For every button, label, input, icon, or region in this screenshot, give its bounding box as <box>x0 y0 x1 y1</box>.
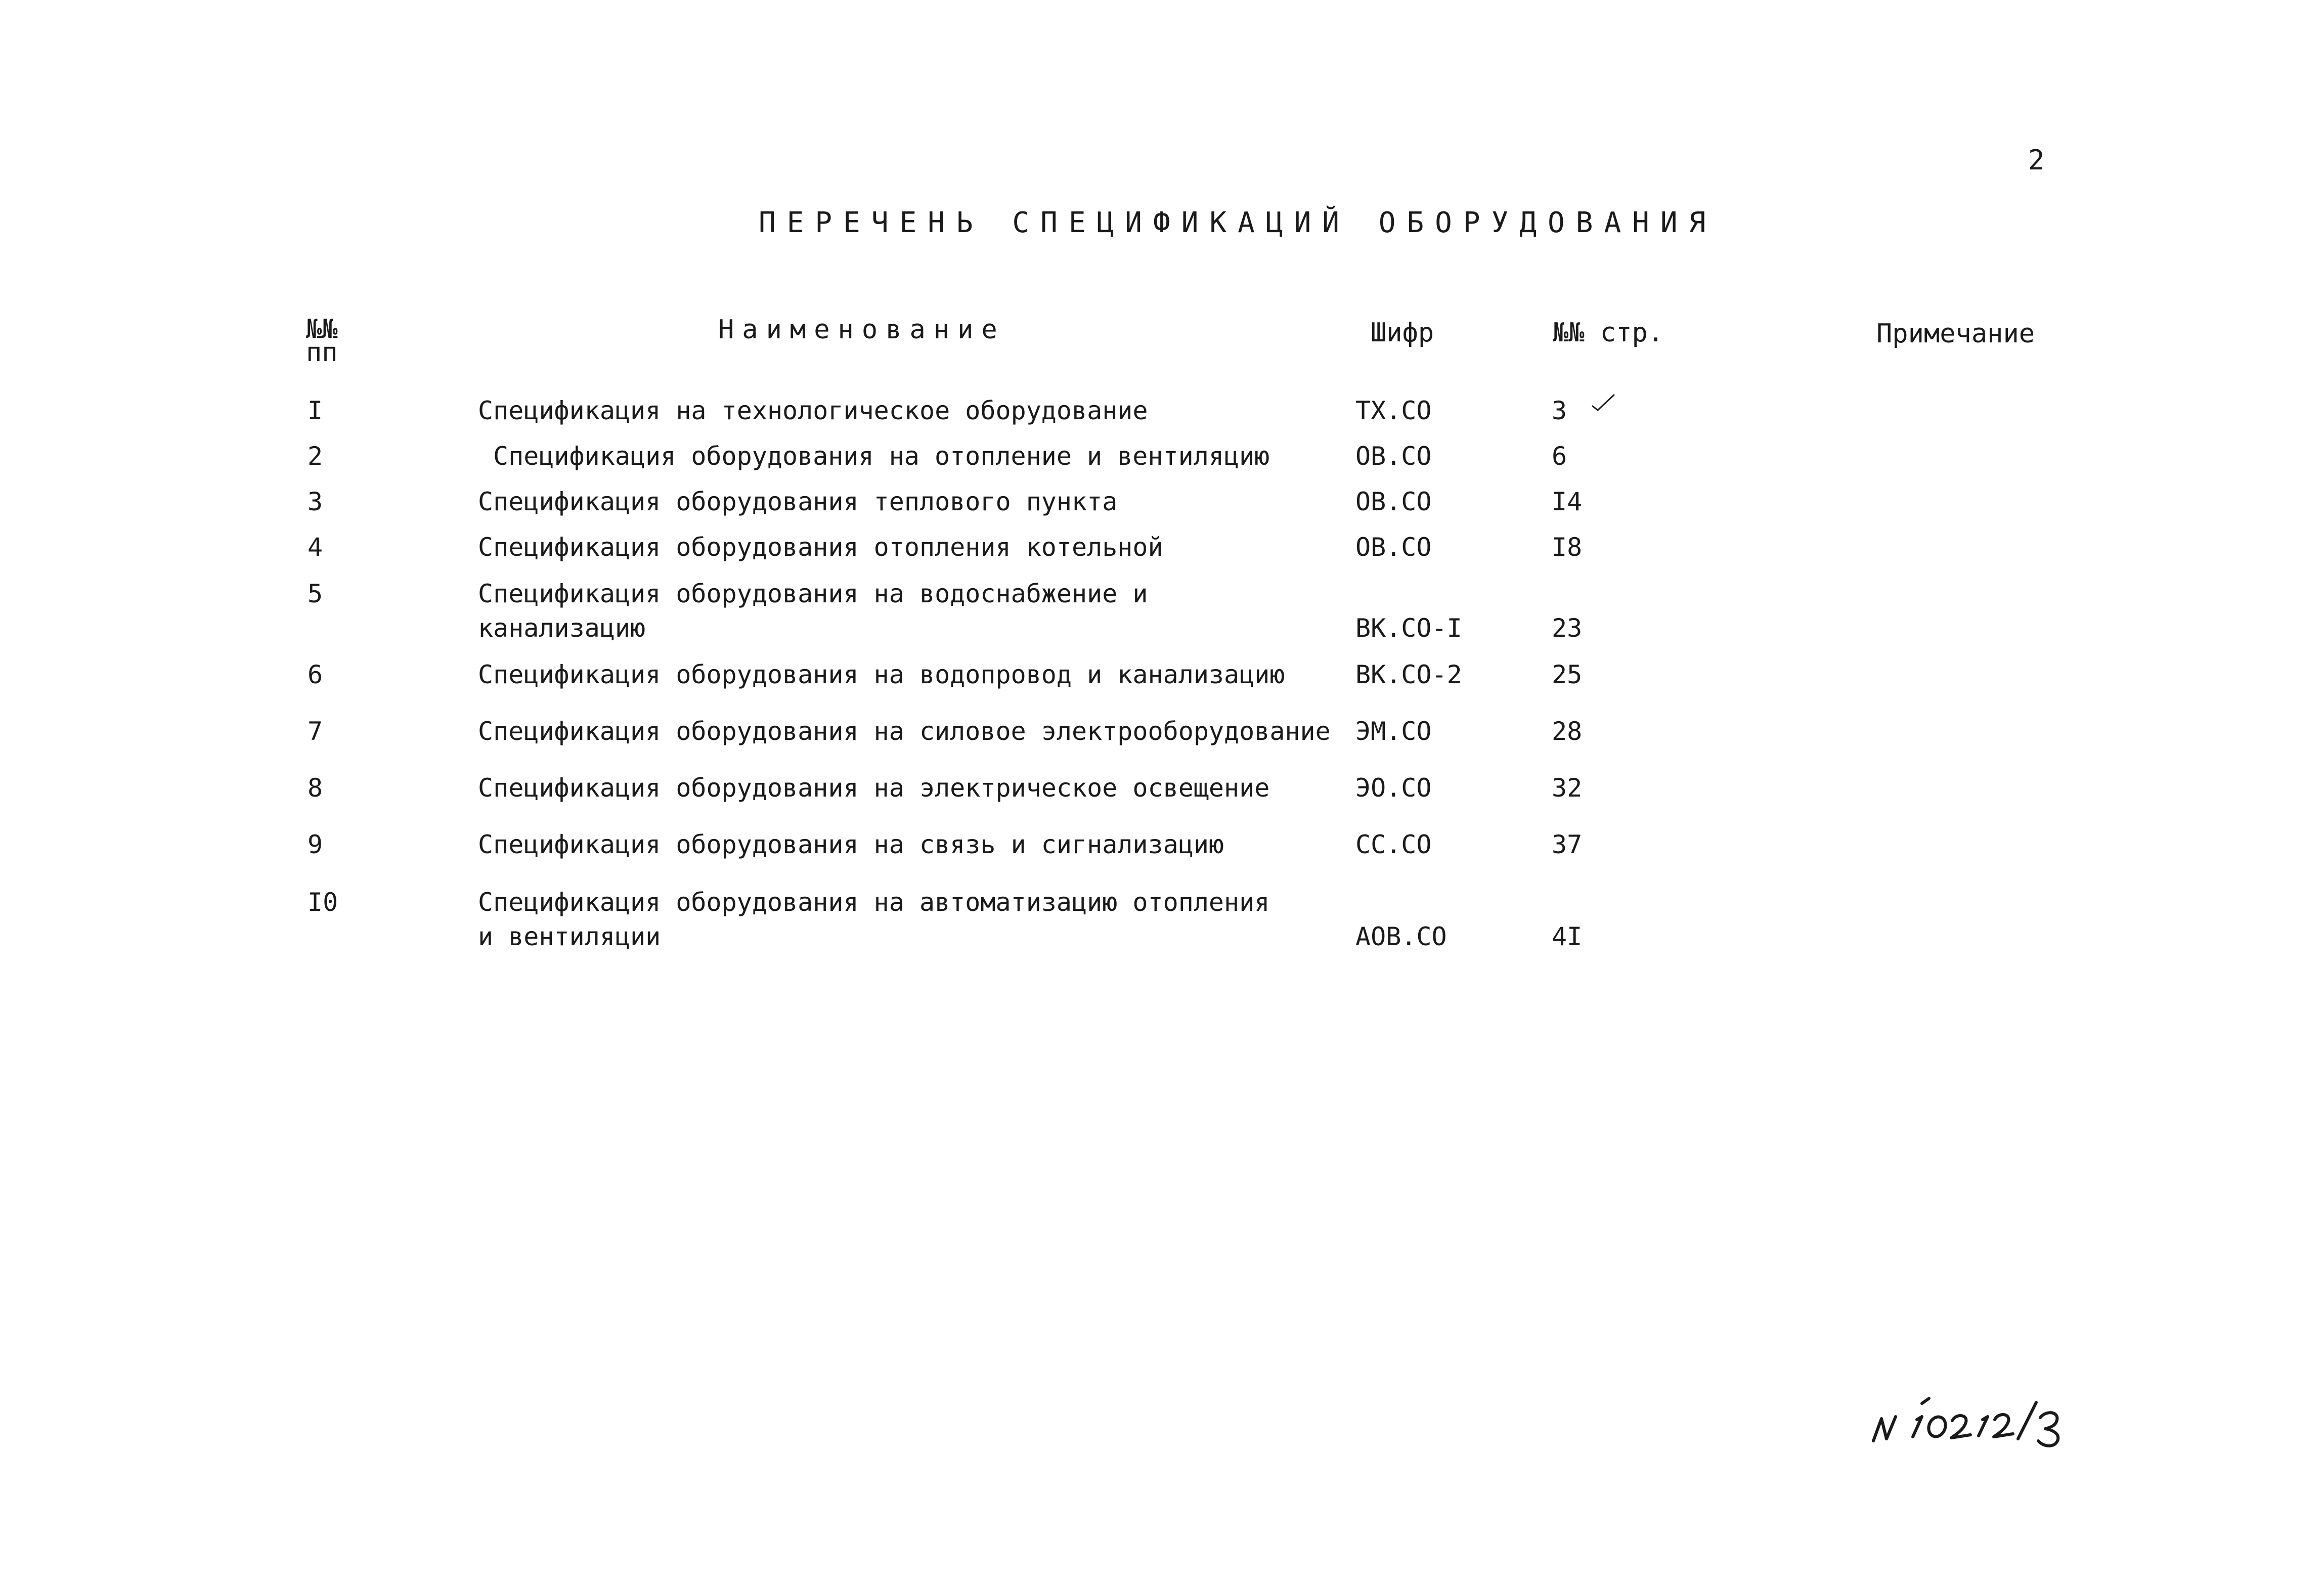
table-header-page: №№ стр. <box>1553 318 1664 348</box>
row-code: АОВ.СО <box>1355 922 1447 951</box>
row-number: 8 <box>308 773 323 803</box>
row-name-line: Спецификация оборудования на отопление и вентиляцию <box>493 442 1270 471</box>
row-code: ВК.СО-I <box>1355 613 1462 643</box>
row-page: 3 <box>1552 396 1567 425</box>
row-number: 4 <box>308 533 323 562</box>
checkmark-icon <box>1591 392 1616 412</box>
row-name-line: Спецификация на технологическое оборудование <box>478 396 1148 425</box>
row-number: 3 <box>308 487 323 516</box>
table-header-number-line1: №№ <box>306 314 338 344</box>
row-page: 32 <box>1552 773 1583 803</box>
row-page: 6 <box>1552 442 1567 471</box>
table-header-note: Примечание <box>1876 319 2035 349</box>
row-page: 28 <box>1552 717 1583 746</box>
row-name <box>478 771 1269 805</box>
row-number: I <box>308 396 323 425</box>
row-number: 6 <box>308 660 323 689</box>
handwritten-note-signature <box>1866 1388 2069 1449</box>
row-name <box>478 577 1148 645</box>
row-number: I0 <box>308 888 338 917</box>
document-title: ПЕРЕЧЕНЬ СПЕЦИФИКАЦИЙ ОБОРУДОВАНИЯ <box>759 206 1717 239</box>
row-name <box>493 439 1269 473</box>
table-header-number <box>306 314 367 368</box>
row-page: 37 <box>1552 830 1583 859</box>
row-name <box>478 657 1285 692</box>
row-name-line: Спецификация оборудования на связь и сигнализацию <box>478 830 1224 859</box>
row-number: 7 <box>308 717 323 746</box>
row-name <box>478 485 1117 519</box>
row-name <box>478 530 1163 564</box>
row-name-line: Спецификация оборудования на электрическое освещение <box>478 773 1270 803</box>
row-name-line: и вентиляции <box>478 922 661 951</box>
row-code: ОВ.СО <box>1355 533 1432 562</box>
row-name-line: Спецификация оборудования на водопровод и канализацию <box>478 660 1285 689</box>
table-header-code: Шифр <box>1371 318 1434 348</box>
row-code: ЭО.СО <box>1355 773 1432 803</box>
page-number: 2 <box>2028 144 2045 176</box>
row-number: 2 <box>308 442 323 471</box>
row-name-line: Спецификация оборудования отопления котельной <box>478 533 1163 562</box>
row-code: СС.СО <box>1355 830 1432 859</box>
row-name-line: Спецификация оборудования на водоснабжение и <box>478 579 1148 608</box>
row-code: ОВ.СО <box>1355 442 1432 471</box>
row-name-line: канализацию <box>478 613 646 643</box>
table-header-name: Наименование <box>718 315 1005 345</box>
row-page: 25 <box>1552 660 1583 689</box>
row-name <box>478 393 1148 428</box>
row-code: ЭМ.СО <box>1355 717 1432 746</box>
row-name <box>478 827 1224 862</box>
row-name <box>478 714 1331 749</box>
table-header-number-line2: пп <box>306 337 338 368</box>
row-name-line: Спецификация оборудования теплового пункта <box>478 487 1118 516</box>
row-page: I8 <box>1552 533 1583 562</box>
row-page: 23 <box>1552 613 1583 643</box>
row-name <box>478 885 1269 954</box>
row-page: 4I <box>1552 922 1583 951</box>
row-number: 5 <box>308 579 323 608</box>
row-code: ТХ.СО <box>1355 396 1432 425</box>
row-name-line: Спецификация оборудования на силовое электрооборудование <box>478 717 1331 746</box>
row-name-line: Спецификация оборудования на автоматизацию отопления <box>478 888 1270 917</box>
row-code: ВК.СО-2 <box>1355 660 1462 689</box>
row-code: ОВ.СО <box>1355 487 1432 516</box>
row-number: 9 <box>308 830 323 859</box>
row-page: I4 <box>1552 487 1583 516</box>
